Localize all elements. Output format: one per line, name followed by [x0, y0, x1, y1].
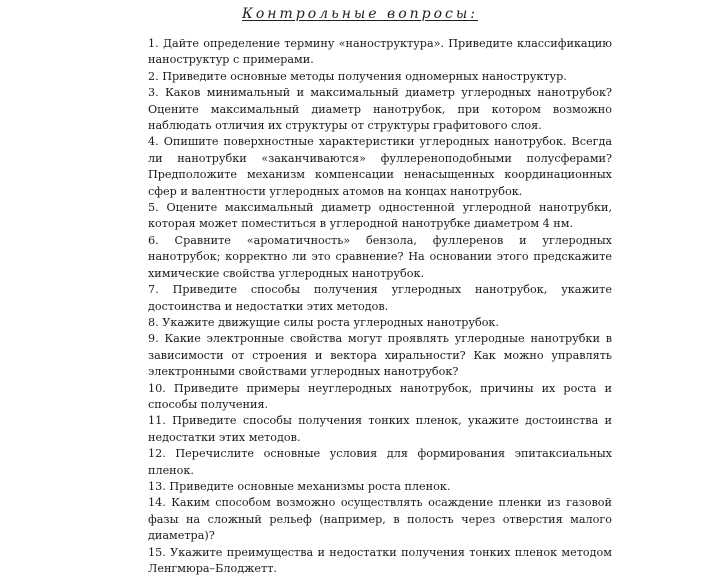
- question-number: 2.: [148, 69, 159, 83]
- question-item: [148, 134, 612, 200]
- question-item: [148, 479, 612, 495]
- question-number: 14.: [148, 496, 166, 510]
- question-text: Укажите движущие силы роста углеродных нанотрубок.: [162, 315, 499, 329]
- question-item: [148, 413, 612, 446]
- question-item: [148, 315, 612, 331]
- question-text: Какие электронные свойства могут проявлять углеродные нанотрубки в зависимости от строения и вектора хиральности? Как можно управлять электронными свойствами углеродных нанотрубок?: [148, 332, 612, 379]
- question-text: Дайте определение термину «наноструктура». Приведите классификацию наноструктур с примерами.: [148, 37, 612, 67]
- question-number: 11.: [148, 414, 166, 428]
- question-number: 9.: [148, 332, 159, 346]
- question-item: [148, 545, 612, 577]
- question-number: 5.: [148, 201, 159, 215]
- question-text: Укажите преимущества и недостатки получения тонких пленок методом Ленгмюра–Блоджетт.: [148, 545, 612, 575]
- question-number: 1.: [148, 37, 159, 50]
- question-text: Приведите примеры неуглеродных нанотрубок, причины их роста и способы получения.: [148, 381, 613, 411]
- question-item: [148, 36, 612, 69]
- question-text: Приведите способы получения тонких пленок, укажите достоинства и недостатки этих методов.: [148, 414, 612, 444]
- question-number: 6.: [148, 233, 159, 247]
- question-number: 15.: [148, 545, 166, 559]
- question-item: [148, 331, 612, 380]
- question-text: Каков минимальный и максимальный диаметр углеродных нанотрубок? Оцените максимальный диаметр нанотрубок, при котором возможно наблюдать отличия их структуры от структуры графитового слоя.: [148, 86, 613, 133]
- question-item: [148, 233, 612, 282]
- question-item: [148, 282, 612, 315]
- question-number: 10.: [148, 381, 166, 395]
- question-item: [148, 495, 612, 544]
- question-text: Приведите способы получения углеродных нанотрубок, укажите достоинства и недостатки этих методов.: [148, 283, 612, 313]
- question-number: 8.: [148, 315, 159, 329]
- question-list: [148, 36, 612, 577]
- question-text: Перечислите основные условия для формирования эпитаксиальных пленок.: [148, 447, 613, 477]
- question-item: [148, 381, 612, 414]
- question-item: [148, 69, 612, 85]
- question-number: 4.: [148, 135, 159, 149]
- question-number: 7.: [148, 283, 159, 297]
- question-text: Приведите основные механизмы роста пленок.: [169, 479, 451, 493]
- question-number: 12.: [148, 447, 166, 461]
- question-text: Опишите поверхностные характеристики углеродных нанотрубок. Всегда ли нанотрубки «заканчиваются» фуллереноподобными полусферами? Предположите механизм компенсации ненасыщенных координационных сфер и валентности углеродных атомов на концах нанотрубок.: [148, 135, 612, 198]
- question-text: Каким способом возможно осуществлять осаждение пленки из газовой фазы на сложный рельеф (например, в полость через отверстия малого диаметра)?: [148, 496, 612, 543]
- question-number: 13.: [148, 479, 166, 493]
- question-text: Приведите основные методы получения одномерных наноструктур.: [162, 69, 567, 83]
- question-item: [148, 85, 612, 134]
- question-item: [148, 446, 612, 479]
- page-title: Контрольные вопросы:: [242, 6, 478, 22]
- question-number: 3.: [148, 86, 159, 100]
- question-text: Оцените максимальный диаметр одностенной углеродной нанотрубки, которая может поместиться в углеродной нанотрубке диаметром 4 нм.: [148, 201, 612, 231]
- question-text: Сравните «ароматичность» бензола, фуллеренов и углеродных нанотрубок; корректно ли это сравнение? На основании этого предскажите химические свойства углеродных нанотрубок.: [148, 233, 612, 280]
- question-item: [148, 200, 612, 233]
